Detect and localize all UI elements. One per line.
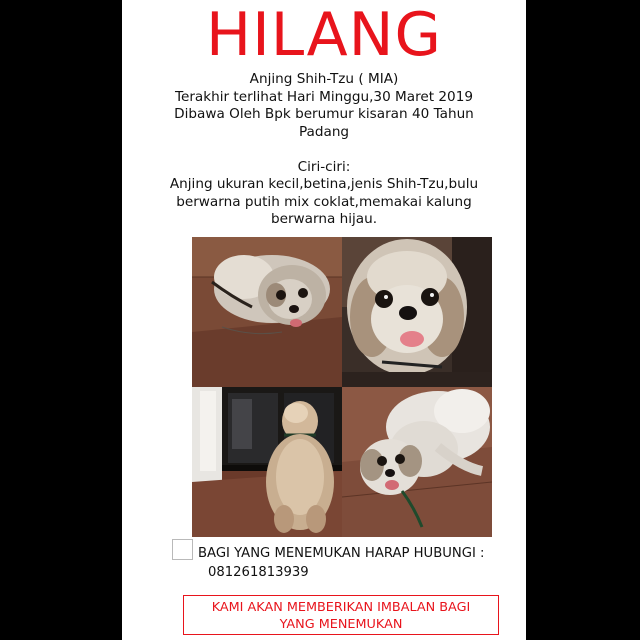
dog-photo-lying-sideways [342,387,492,537]
contact-block [198,544,518,582]
reward-line-1: KAMI AKAN MEMBERIKAN IMBALAN BAGI [211,600,471,615]
flyer-title: HILANG [205,0,443,70]
info-line-last-seen: Terakhir terlihat Hari Minggu,30 Maret 2019 [174,88,473,105]
features-line-3: berwarna hijau. [270,211,378,227]
dog-photo-grid [192,237,492,537]
dog-photo-lying-on-floor [192,237,342,387]
dog-photo-face-closeup [342,237,492,387]
features-line-1: Anjing ukuran kecil,betina,jenis Shih-Tzu,bulu [169,176,479,192]
contact-phone: 081261813939 [208,565,309,580]
lost-dog-flyer [122,0,526,640]
contact-label: BAGI YANG MENEMUKAN HARAP HUBUNGI : [198,546,485,561]
info-line-name: Anjing Shih-Tzu ( MIA) [249,71,399,87]
info-line-taken-by: Dibawa Oleh Bpk berumur kisaran 40 Tahun [174,106,474,122]
contact-checkbox [172,539,193,560]
info-spacer [122,141,526,159]
reward-box [183,595,499,635]
features-line-2: berwarna putih mix coklat,memakai kalung [176,193,472,210]
reward-line-2: YANG MENEMUKAN [279,617,403,632]
flyer-info-block [122,71,526,229]
info-line-location: Padang [298,123,350,140]
features-heading: Ciri-ciri: [297,158,351,175]
dog-photo-from-behind [192,387,342,537]
